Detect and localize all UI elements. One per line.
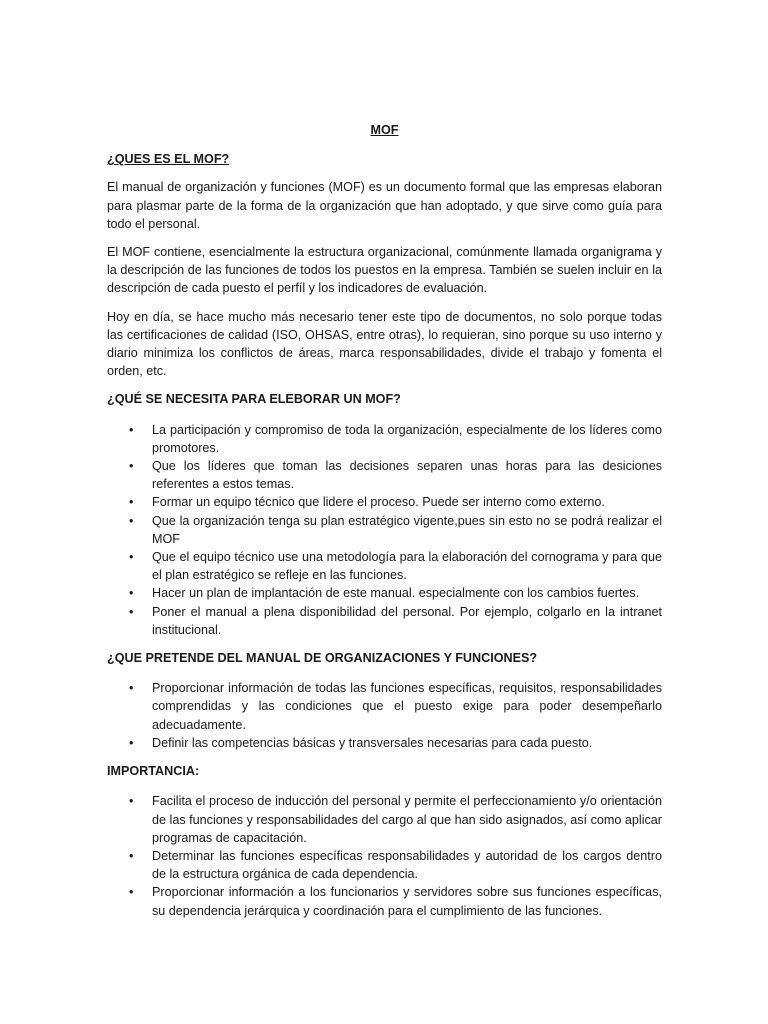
list-item-text: Hacer un plan de implantación de este manual. especialmente con los cambios fuertes. <box>152 586 640 601</box>
list-item-text: Facilita el proceso de inducción del personal y permite el perfeccionamiento y/o orientación de las funciones y responsabilidades del cargo al que han sido asignados, así como aplicar programas de capacitación. <box>152 794 662 845</box>
list-item-text: Proporcionar información de todas las funciones específicas, requisitos, responsabilidades comprendidas y las condiciones que el puesto exige para poder desempeñarlo adecuadamente. <box>152 681 662 732</box>
list-item-text: Proporcionar información a los funcionarios y servidores sobre sus funciones específicas, su dependencia jerárquica y coordinación para el cumplimiento de las funciones. <box>152 885 662 918</box>
paragraph: El manual de organización y funciones (MOF) es un documento formal que las empresas elaboran para plasmar parte de la forma de la organización que han adoptado, y que sirve como guía para todo el personal. <box>107 180 662 231</box>
bullet-list-importancia <box>107 792 662 919</box>
list-item <box>107 847 662 883</box>
paragraph: El MOF contiene, esencialmente la estructura organizacional, comúnmente llamada organigrama y la descripción de las funciones de todos los puestos en la empresa. También se suelen incluir en la descripción de cada puesto el perfíl y los indicadores de evaluación. <box>107 245 662 296</box>
list-item-text: Determinar las funciones específicas responsabilidades y autoridad de los cargos dentro de la estructura orgánica de cada dependencia. <box>152 848 662 882</box>
bullet-icon: • <box>129 586 134 601</box>
bullet-icon: • <box>129 422 134 437</box>
list-item <box>107 493 662 511</box>
list-item-text: Poner el manual a plena disponibilidad del personal. Por ejemplo, colgarlo en la intranet institucional. <box>152 604 662 637</box>
list-item <box>107 584 662 602</box>
list-item-text: Formar un equipo técnico que lidere el proceso. Puede ser interno como externo. <box>152 495 605 510</box>
list-item <box>107 548 662 584</box>
bullet-icon: • <box>129 794 134 809</box>
list-item-text: Que la organización tenga su plan estratégico vigente,pues sin esto no se podrá realizar el MOF <box>152 513 662 546</box>
paragraph: Hoy en día, se hace mucho más necesario tener este tipo de documentos, no solo porque todas las certificaciones de calidad (ISO, OHSAS, entre otras), lo requieran, sino porque su uso interno y diario minimiza los conflictos de áreas, marca responsabilidades, divide el trabajo y fomenta el orden, etc. <box>107 309 662 379</box>
list-item <box>107 512 662 548</box>
list-item <box>107 421 662 457</box>
list-item <box>107 679 662 734</box>
bullet-icon: • <box>129 735 134 750</box>
bullet-icon: • <box>129 885 134 900</box>
list-item-text: Que el equipo técnico use una metodología para la elaboración del cornograma y para que el plan estratégico se refleje en las funciones. <box>152 550 662 583</box>
bullet-icon: • <box>129 604 134 619</box>
bullet-icon: • <box>129 495 134 510</box>
section-heading-que-pretende: ¿QUE PRETENDE DEL MANUAL DE ORGANIZACIONES Y FUNCIONES? <box>107 651 538 666</box>
bullet-icon: • <box>129 848 134 863</box>
bullet-list-objetivos <box>107 679 662 752</box>
list-item-text: La participación y compromiso de toda la organización, especialmente de los líderes como promotores. <box>152 422 662 455</box>
bullet-icon: • <box>129 459 134 474</box>
section-heading-que-es: ¿QUES ES EL MOF? <box>107 152 230 167</box>
bullet-icon: • <box>129 550 134 565</box>
bullet-icon: • <box>129 681 134 696</box>
list-item-text: Que los líderes que toman las decisiones separen unas horas para las desiciones referentes a estos temas. <box>152 459 662 492</box>
document-title: MOF <box>370 123 399 137</box>
list-item-text: Definir las competencias básicas y transversales necesarias para cada puesto. <box>152 735 593 750</box>
bullet-icon: • <box>129 513 134 528</box>
section-heading-que-se-necesita: ¿QUÉ SE NECESITA PARA ELEBORAR UN MOF? <box>107 392 401 407</box>
list-item <box>107 883 662 919</box>
list-item <box>107 457 662 493</box>
list-item <box>107 792 662 847</box>
bullet-list-requisitos <box>107 421 662 639</box>
list-item <box>107 603 662 639</box>
document-page <box>107 121 662 930</box>
list-item <box>107 734 662 752</box>
section-heading-importancia: IMPORTANCIA: <box>107 764 200 779</box>
